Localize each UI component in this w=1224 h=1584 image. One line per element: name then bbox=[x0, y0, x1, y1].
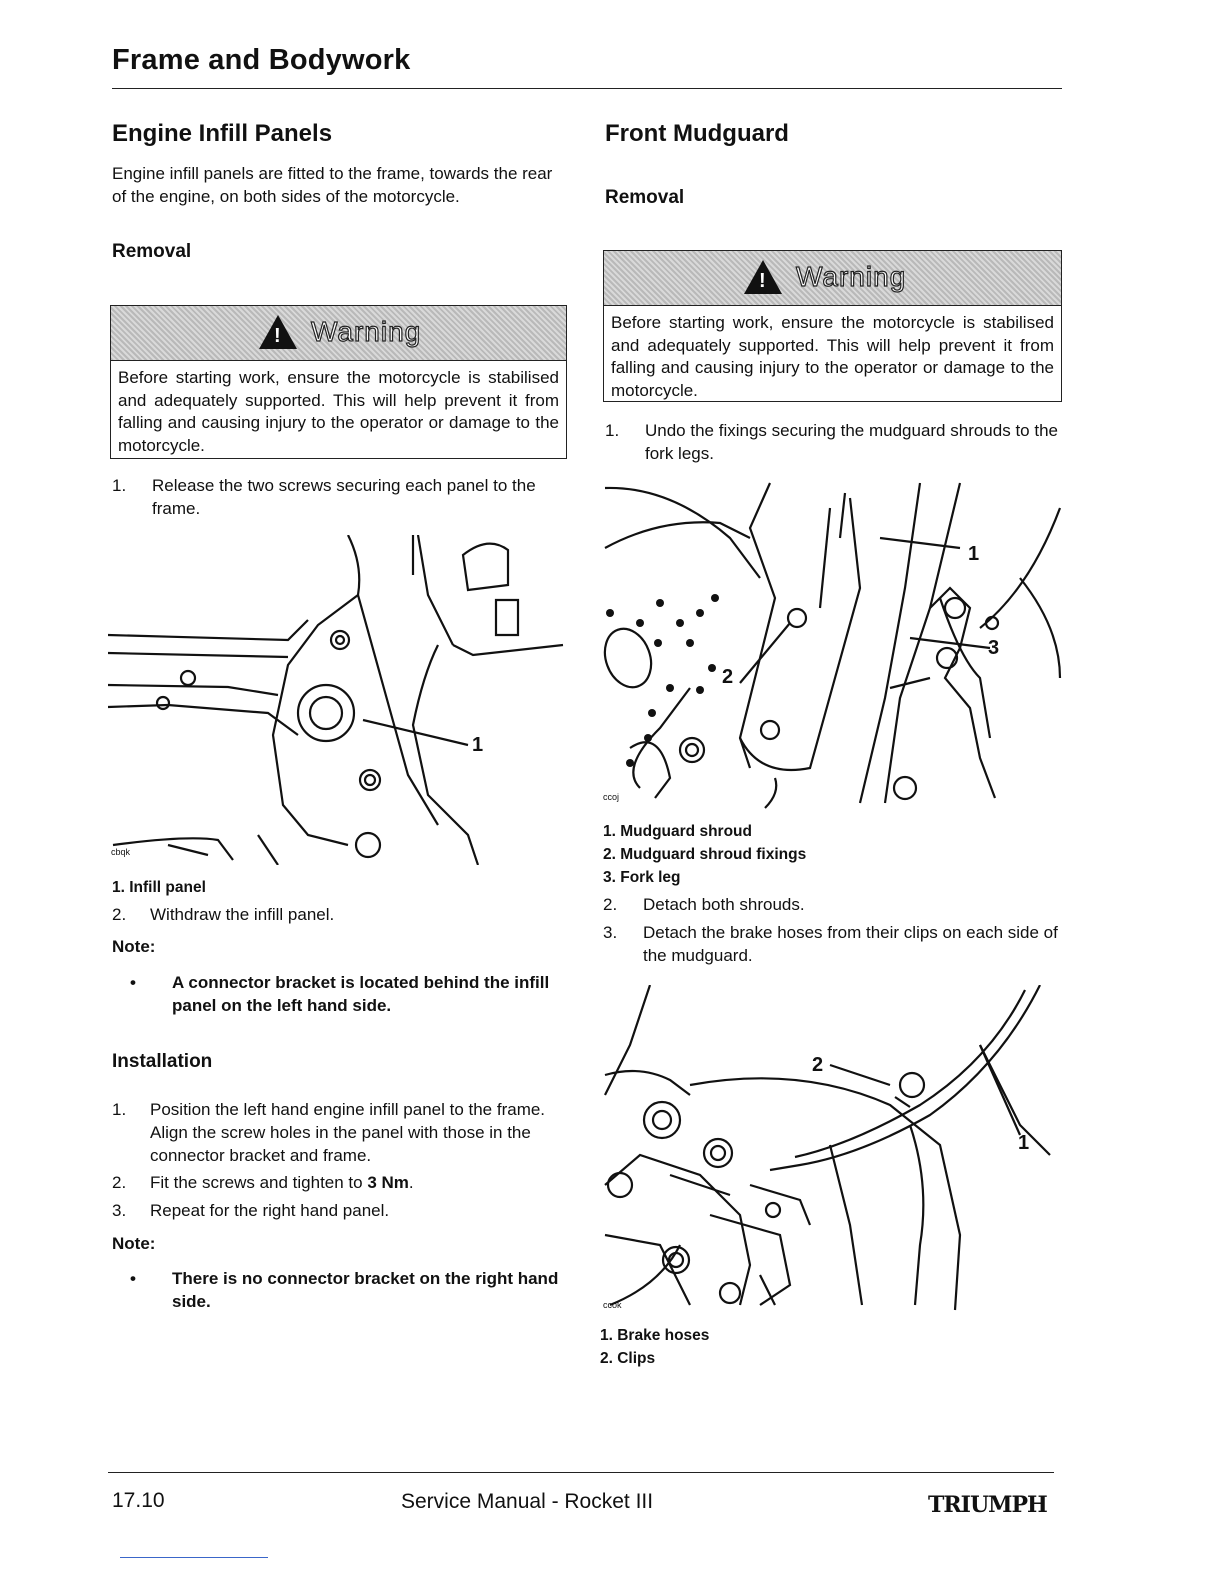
infill-warning-box bbox=[110, 305, 567, 459]
brake-hose-figure bbox=[600, 985, 1060, 1315]
header-rule bbox=[112, 88, 1062, 89]
install-step-2: 2. Fit the screws and tighten to 3 Nm. bbox=[112, 1173, 414, 1192]
figure-callout-1: 1 bbox=[472, 734, 484, 756]
brand-logo: TRIUMPH bbox=[928, 1492, 1047, 1518]
link-underline bbox=[120, 1557, 268, 1558]
mudguard-step-1: 1. Undo the fixings securing the mudguard shrouds to the fork legs. bbox=[605, 421, 1058, 463]
install-step-1: 1. Position the left hand engine infill panel to the frame. Align the screw holes in the panel with those in the connector bracket and frame. bbox=[112, 1100, 546, 1165]
section-heading-infill: Engine Infill Panels bbox=[112, 120, 333, 147]
figure-callout-3: 3 bbox=[988, 637, 1000, 659]
figure-code: cbqk bbox=[111, 847, 131, 857]
warning-triangle-icon: ! bbox=[259, 315, 297, 349]
infill-figure-caption: 1. Infill panel bbox=[112, 879, 206, 896]
mudguard-removal-heading: Removal bbox=[605, 187, 685, 208]
installation-heading: Installation bbox=[112, 1051, 213, 1072]
warning-body: Before starting work, ensure the motorcycle is stabilised and adequately supported. This will help prevent it from falling and causing injury to the operator or damage to the motorcycle. bbox=[611, 313, 1054, 400]
infill-panel-figure bbox=[108, 535, 568, 865]
mudguard-warning-box bbox=[603, 250, 1062, 402]
warning-triangle-icon: ! bbox=[744, 260, 782, 294]
figure-callout-2: 2 bbox=[812, 1054, 824, 1076]
shroud-caption-3: 3. Fork leg bbox=[603, 869, 681, 886]
infill-removal-step-2: 2. Withdraw the infill panel. bbox=[112, 905, 335, 924]
infill-removal-step-1: 1. Release the two screws securing each panel to the frame. bbox=[112, 476, 536, 518]
footer-title: Service Manual - Rocket III bbox=[401, 1490, 654, 1513]
figure-callout-1: 1 bbox=[1018, 1132, 1030, 1154]
section-heading-mudguard: Front Mudguard bbox=[605, 120, 789, 147]
warning-body: Before starting work, ensure the motorcycle is stabilised and adequately supported. This will help prevent it from falling and causing injury to the operator or damage to the motorcycle. bbox=[118, 368, 559, 455]
note-label-1: Note: bbox=[112, 937, 156, 956]
bullet-icon: • bbox=[130, 1269, 136, 1288]
infill-intro: Engine infill panels are fitted to the frame, towards the rear of the engine, on both sides of the motorcycle. bbox=[112, 164, 553, 206]
page-number: 17.10 bbox=[112, 1489, 165, 1512]
figure-callout-2: 2 bbox=[722, 666, 734, 688]
bullet-icon: • bbox=[130, 973, 136, 992]
warning-title: Warning bbox=[796, 261, 907, 292]
torque-value: 3 Nm bbox=[367, 1173, 409, 1192]
shroud-caption-1: 1. Mudguard shroud bbox=[603, 823, 752, 840]
figure-code: ccok bbox=[603, 1300, 622, 1310]
warning-banner bbox=[604, 251, 1061, 306]
page-title: Frame and Bodywork bbox=[112, 44, 411, 76]
shroud-caption-2: 2. Mudguard shroud fixings bbox=[603, 846, 807, 863]
footer-rule bbox=[108, 1472, 1054, 1473]
mudguard-step-2: 2. Detach both shrouds. bbox=[603, 895, 805, 914]
warning-banner bbox=[111, 306, 566, 361]
page-header bbox=[112, 44, 1062, 77]
infill-removal-heading: Removal bbox=[112, 241, 192, 262]
hose-caption-2: 2. Clips bbox=[600, 1350, 656, 1367]
install-step-3: 3. Repeat for the right hand panel. bbox=[112, 1201, 390, 1220]
mudguard-step-3: 3. Detach the brake hoses from their clips on each side of the mudguard. bbox=[603, 923, 1058, 965]
figure-callout-1: 1 bbox=[968, 543, 980, 565]
hose-caption-1: 1. Brake hoses bbox=[600, 1327, 710, 1344]
warning-title: Warning bbox=[311, 316, 422, 347]
note-label-2: Note: bbox=[112, 1234, 156, 1253]
mudguard-shroud-figure bbox=[600, 478, 1062, 810]
figure-code: ccoj bbox=[603, 792, 620, 802]
